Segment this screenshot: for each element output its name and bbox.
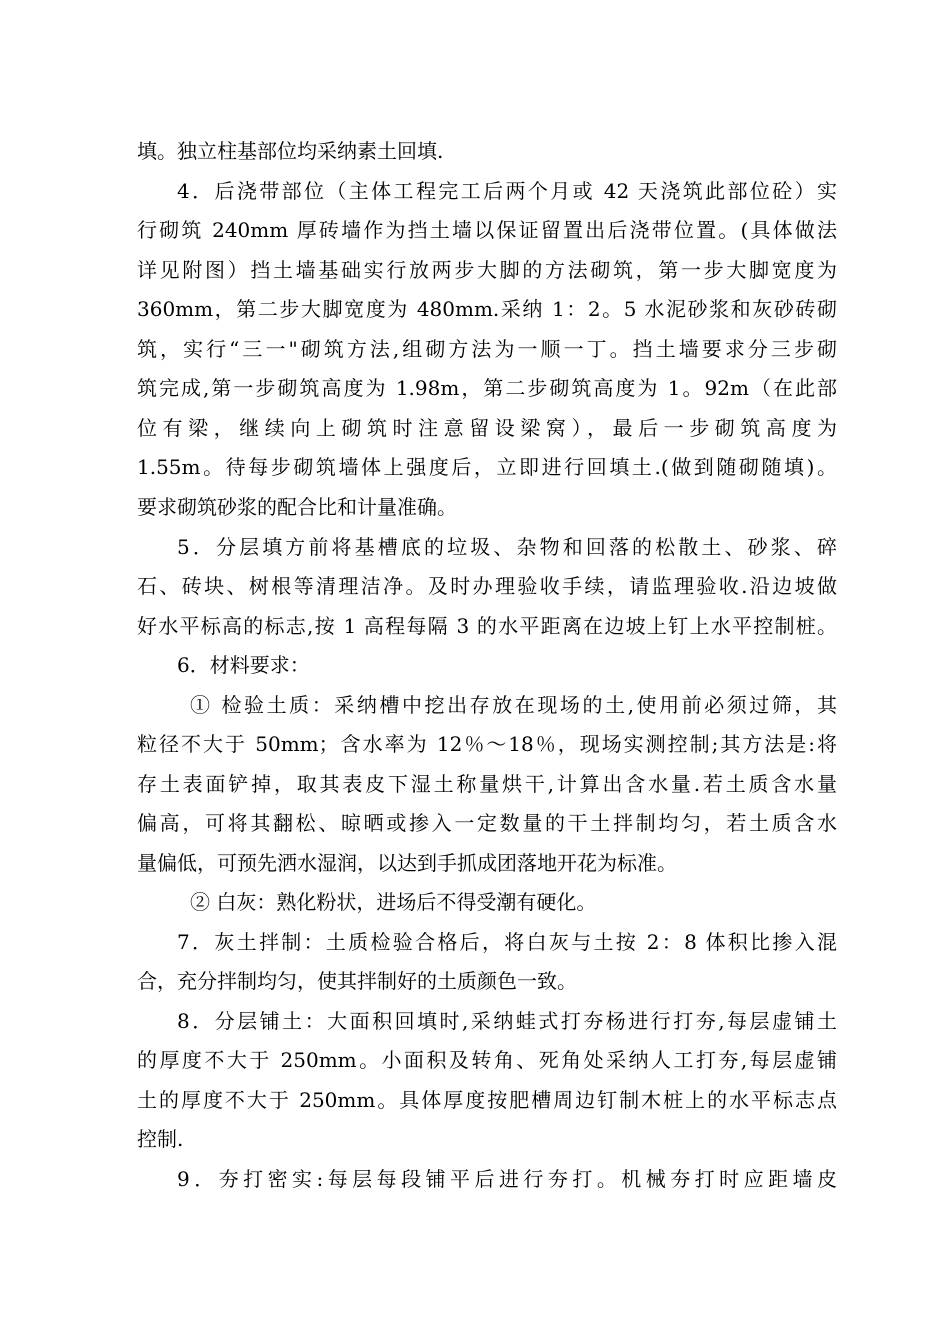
text-line: 1.55m。待每步砌筑墙体上强度后，立即进行回填土.(做到随砌随填)。 xyxy=(137,455,837,479)
text-line: 石、砖块、树根等清理洁净。及时办理验收手续，请监理验收.沿边坡做 xyxy=(137,574,837,598)
text-line: 偏高，可将其翻松、晾晒或掺入一定数量的干土拌制均匀，若土质含水 xyxy=(137,811,837,835)
text-line: 量偏低，可预先洒水湿润，以达到手抓成团落地开花为标准。 xyxy=(137,851,677,875)
text-line: 位有梁，继续向上砌筑时注意留设梁窝），最后一步砌筑高度为 xyxy=(137,416,837,440)
text-line: 好水平标高的标志,按 1 高程每隔 3 的水平距离在边坡上钉上水平控制桩。 xyxy=(137,614,837,638)
text-line: 4．后浇带部位（主体工程完工后两个月或 42 天浇筑此部位砼）实 xyxy=(177,179,837,203)
text-line: 要求砌筑砂浆的配合比和计量准确。 xyxy=(137,495,457,519)
text-line: 360mm，第二步大脚宽度为 480mm.采纳 1：2。5 水泥砂浆和灰砂砖砌 xyxy=(137,297,837,321)
text-line: 行砌筑 240mm 厚砖墙作为挡土墙以保证留置出后浇带位置。(具体做法 xyxy=(137,218,837,242)
text-line: 7．灰土拌制：土质检验合格后，将白灰与土按 2：8 体积比掺入混 xyxy=(177,930,837,954)
text-line: 8．分层铺土：大面积回填时,采纳蛙式打夯杨进行打夯,每层虚铺土 xyxy=(177,1009,837,1033)
text-line: 控制. xyxy=(137,1127,184,1151)
text-line: 9．夯打密实:每层每段铺平后进行夯打。机械夯打时应距墙皮 xyxy=(177,1167,837,1191)
text-line: 筑，实行“三一"砌筑方法,组砌方法为一顺一丁。挡土墙要求分三步砌 xyxy=(137,337,837,361)
text-line: 合，充分拌制均匀，使其拌制好的土质颜色一致。 xyxy=(137,969,577,993)
text-line: ① 检验土质：采纳槽中挖出存放在现场的土,使用前必须过筛，其 xyxy=(190,693,837,717)
text-line: 粒径不大于 50mm；含水率为 12％～18％，现场实测控制;其方法是:将 xyxy=(137,732,837,756)
text-line: 土的厚度不大于 250mm。具体厚度按肥槽周边钉制木桩上的水平标志点 xyxy=(137,1088,837,1112)
text-line: 详见附图）挡土墙基础实行放两步大脚的方法砌筑，第一步大脚宽度为 xyxy=(137,258,837,282)
text-line: ② 白灰：熟化粉状，进场后不得受潮有硬化。 xyxy=(190,890,597,914)
text-line: 存土表面铲掉，取其表皮下湿土称量烘干,计算出含水量.若土质含水量 xyxy=(137,772,837,796)
text-line: 筑完成,第一步砌筑高度为 1.98m，第二步砌筑高度为 1。92m（在此部 xyxy=(137,376,837,400)
text-line: 的厚度不大于 250mm。小面积及转角、死角处采纳人工打夯,每层虚铺 xyxy=(137,1048,837,1072)
text-line: 填。独立柱基部位均采纳素土回填. xyxy=(137,139,444,163)
text-line: 5．分层填方前将基槽底的垃圾、杂物和回落的松散土、砂浆、碎 xyxy=(177,535,837,559)
text-line: 6．材料要求： xyxy=(177,653,310,677)
